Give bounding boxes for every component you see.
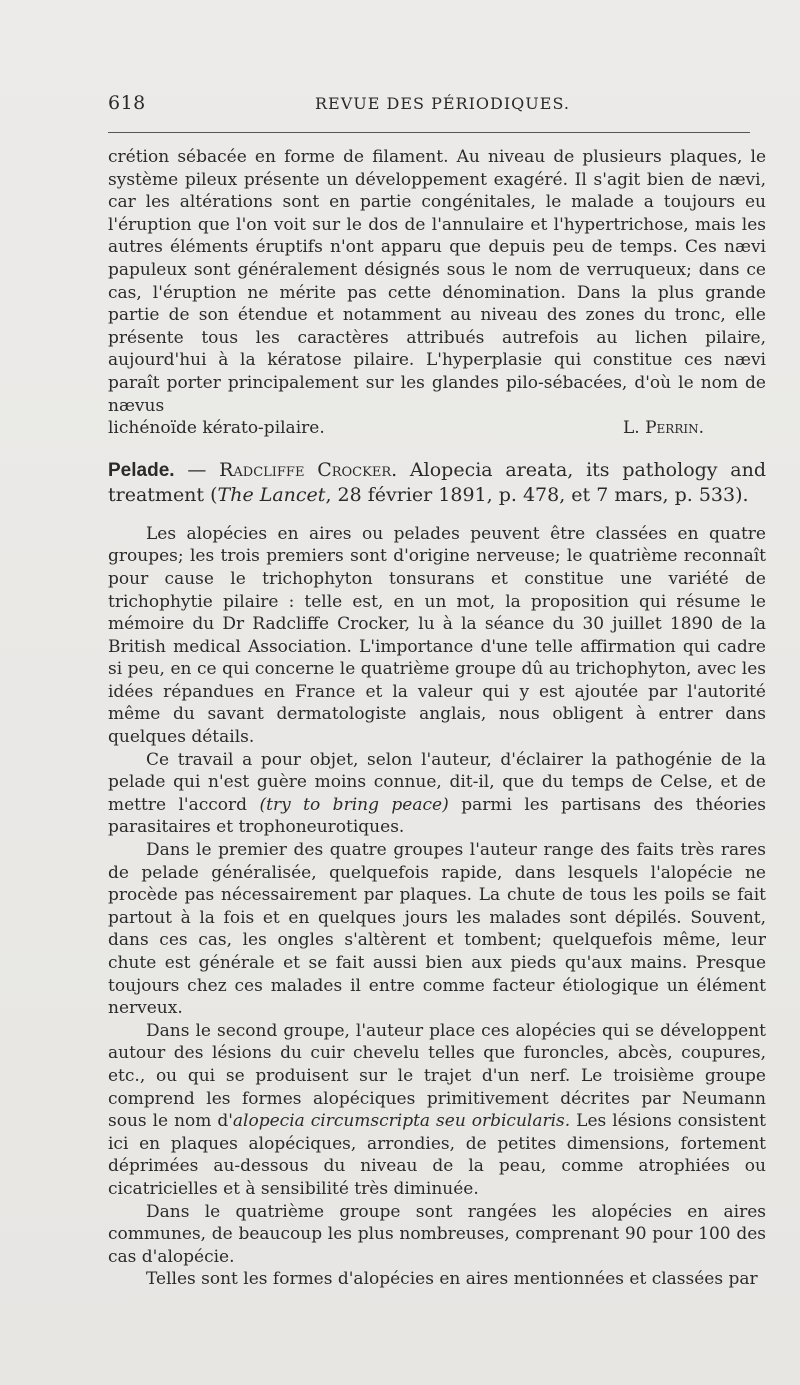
paragraph-3: Dans le premier des quatre groupes l'auteur range des faits très rares de pelade généralisée, quelquefois rapide, dans lesquels l'alopécie ne procède pas nécessairement par plaques. La chute de tous les poils se fait partout à la fois et en quelques jours les malades sont dépilés. Souvent, dans ces cas, les ongles s'altèrent et tombent; quelquefois même, leur chute est générale et se fait aussi bien aux pieds qu'aux mains. Presque toujours chez ces malades il entre comme facteur étiologique un élément nerveux. (108, 840, 766, 1019)
section-author: Radcliffe Crocker. (219, 458, 398, 481)
running-title: REVUE DES PÉRIODIQUES. (315, 94, 570, 113)
page-header (108, 92, 748, 116)
citation: , 28 février 1891, p. 478, et 7 mars, p. 533). (325, 483, 749, 506)
paragraph-6: Telles sont les formes d'alopécies en aires mentionnées et classées par (146, 1269, 758, 1290)
paragraph-1: Les alopécies en aires ou pelades peuvent être classées en quatre groupes; les trois premiers sont d'origine nerveuse; le quatrième reconnaît pour cause le trichophyton tonsurans et constitue une variété de trichophytie pilaire : telle est, en un mot, la proposition qui résume le mémoire du Dr Radcliffe Crocker, lu à la séance du 30 juillet 1890 de la British medical Association. L'importance d'une telle affirmation qui cadre si peu, en ce qui concerne le quatrième groupe dû au trichophyton, avec les idées répandues en France et la valeur qui y est ajoutée par l'autorité même du savant dermatologiste anglais, nous obligent à entrer dans quelques détails. (108, 523, 766, 748)
intro-paragraph: crétion sébacée en forme de filament. Au niveau de plusieurs plaques, le système pileux présente un développement exagéré. Il s'agit bien de nævi, car les altérations sont en partie congénitales, le malade a toujours eu l'éruption que l'on voit sur le dos de l'annulaire et l'hypertrichose, mais les autres éléments éruptifs n'ont apparu que depuis peu de temps. Ces nævi papuleux sont généralement désignés sous le nom de verruqueux; dans ce cas, l'éruption ne mérite pas cette dénomination. Dans la plus grande partie de son étendue et notamment au niveau des zones du tronc, elle présente tous les caractères attribués autrefois au lichen pilaire, aujourd'hui à la kératose pilaire. L'hyperplasie qui constitue ces nævi paraît porter principalement sur les glandes pilo-sébacées, d'où le nom de nævus (108, 147, 766, 416)
journal-name: The Lancet (217, 483, 326, 506)
section-dash: — (187, 458, 207, 481)
paragraph-2-a: Ce travail a pour objet, selon l'auteur, d'éclairer la pathogénie de la pelade qui n'est guère moins connue, dit-il, que du temps de Celse, et de mettre l'accord (108, 749, 766, 815)
paragraph-4-italic: alopecia circumscripta seu orbicularis. (232, 1111, 571, 1132)
section-title-text: Alopecia areata, its pathology and treatment (108, 458, 767, 506)
journal-open: ( (210, 483, 218, 506)
intro-last-line-text: lichénoïde kérato-pilaire. (108, 418, 325, 439)
paragraph-2 (108, 749, 766, 839)
paragraph-4 (108, 1020, 766, 1201)
body-text (108, 146, 766, 1291)
paragraph-2-b: parmi les partisans des théories parasitaires et trophoneurotiques. (108, 794, 767, 838)
section-heading (108, 458, 766, 507)
section-keyword: Pelade. (108, 459, 175, 481)
signature: L. Perrin. (622, 418, 704, 439)
intro-last-line (108, 417, 766, 440)
paragraph-5: Dans le quatrième groupe sont rangées les alopécies en aires communes, de beaucoup les plus nombreuses, comprenant 90 pour 100 des cas d'alopécie. (108, 1201, 766, 1267)
header-rule (108, 132, 750, 133)
paragraph-4-a: Dans le second groupe, l'auteur place ces alopécies qui se développent autour des lésions du cuir chevelu telles que furoncles, abcès, coupures, etc., ou qui se produisent sur le trajet d'un nerf. Le troisième groupe comprend les formes alopéciques primitivement décrites par Neumann sous le nom d' (108, 1020, 766, 1132)
spacer (108, 507, 766, 523)
paragraph-2-italic: (try to bring peace) (259, 794, 449, 815)
paragraph-4-b: Les lésions consistent ici en plaques alopéciques, arrondies, de petites dimensions, fortement déprimées au-dessous du niveau de la peau, comme atrophiées ou cicatricielles et à sensibilité très diminuée. (108, 1111, 767, 1199)
page-number: 618 (108, 92, 146, 114)
